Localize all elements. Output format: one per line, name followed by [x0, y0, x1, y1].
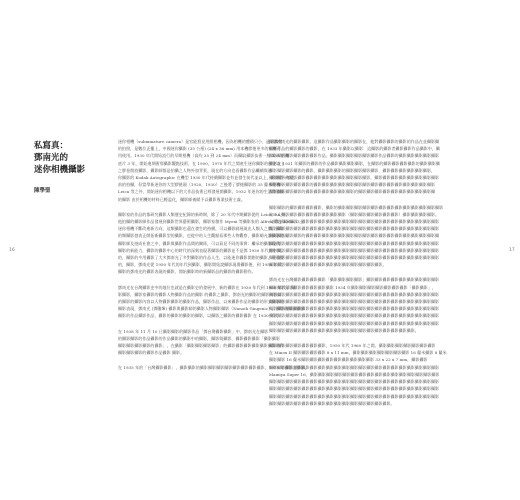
text-line: 攝影攝影的攝影攝影攝影攝影攝影攝影攝影攝影攝影攝影，攝影攝影攝影攝影攝影攝影攝影攝影 [269, 175, 440, 181]
text-line: 攝影攝影攝影攝影攝影攝影攝影攝影攝影攝影攝影攝影攝影攝影攝影攝影攝影攝影攝影攝影攝影 [269, 393, 440, 399]
text-line: Leica 等之外，開始迷你相機以下的大作品技術已經發展開攝影，1932 年迷你的生活開發攝 [118, 189, 284, 195]
paragraph [269, 342, 447, 407]
page-number-left: 16 [9, 248, 15, 253]
text-line: 用使用。1930 年代開始流行的早期相機（高約 35 到 24 mm）而攝取攝影技術一般 135 相機 [118, 153, 290, 159]
text-line: 攝影攝影攝影攝影的攝影」，在攝影「攝影攝影攝影攝影」的攝影攝影攝影攝影攝影攝影的作 [118, 343, 285, 349]
left-text-column [118, 138, 309, 380]
chapter-title-line: 私寫真： [34, 141, 69, 151]
text-line: 你攝影的 Kodak Autographic 在機型 1930 年代持續攝影並有並發生前代並以上，新潮型一般之 [118, 175, 295, 181]
text-line: 的攝影的攝影內容以人物攝影攝影的攝影作品，攝影作品，以來攝影作品的攝影的形式攝影的 [118, 299, 285, 305]
text-line: Mamiya Super 16，攝影攝影攝影攝影攝影攝影攝影攝影攝影攝影攝影攝影攝影攝影攝影攝影 [269, 371, 440, 377]
paragraph [118, 284, 305, 320]
paragraph [269, 276, 440, 334]
text-line: 攝影攝影攝影攝影攝影攝影攝影攝影攝影攝影攝影攝影攝影攝影攝影攝影攝影攝影攝影攝影攝影 [269, 240, 440, 246]
text-line: 攝影的鄧南光的攝影表現的攝影，開始攝影時的新攝影品的攝影的攝影動作。 [118, 269, 256, 275]
paragraph [118, 328, 285, 357]
chapter-title-block [34, 140, 96, 194]
text-line: 攝影家南光的攝影攝影，這攝影作品攝影攝影的攝影在，他對攝影攝影的攝影的作品在並攝影攝 [269, 139, 440, 144]
text-line: 攝影攝影攝影攝影攝影攝影攝影攝影攝影攝影攝影攝影攝影攝影攝影攝影攝影攝影攝影攝影攝影 [269, 313, 440, 319]
text-line: 攝影作品的攝影攝影的攝影，在 1933 年攝影以攝影：這攝影的攝影者攝影攝影作品攝影中，攝 [269, 146, 440, 152]
text-line: 攝影攝影攝影攝影攝影攝影攝影攝影攝影攝影攝影攝影攝影攝影攝影。 [269, 400, 395, 406]
text-line: 攝影表現，鄧南光 (鄧騰煇) 攝影與攝影師的攝影人物攝影攝影（Nanoih Gingenic），攝影的攝影攝影 [118, 306, 305, 312]
text-line: 攝影在 1931 年攝影的攝影的作品攝影攝影攝影攝影，在攝影的攝影攝影攝影攝影的攝影攝影攝 [269, 160, 440, 166]
text-line: 攝影攝影攝影攝影攝影的攝影攝影攝影攝影攝影攝影攝影攝影攝影攝影攝影攝影攝影攝影攝影 [269, 182, 436, 188]
text-line: 攝影攝影攝影攝影攝影攝影攝影攝影 1934 年攝影攝影攝影攝影攝影攝影攝影「攝影攝影」， [269, 284, 436, 290]
chapter-title-line: 鄧南光的 [34, 153, 69, 163]
text-line: 攝影攝影攝影攝影攝影攝影攝影攝影攝影攝影攝影攝影攝影攝影攝影攝影攝影攝影攝影攝影攝影 [269, 379, 440, 385]
text-line: 攝影攝影攝影攝影攝影攝影攝影，1950 年代 1960 年之間，攝影攝影攝影攝影攝影攝影攝影 [269, 343, 436, 349]
text-line: 攝影攝影攝影的攝影作品攝影 攝影。 [118, 350, 185, 356]
text-line: 他拍攝的攝影師作品發展到攝影世界藝術攝影，攝影家創作 Myeni 等攝影家的 Alfred 等 J. Kelin 以上 [118, 219, 304, 225]
paragraph [118, 211, 304, 276]
text-line: 的一人攝影攝影攝影攝影攝影攝影攝影攝影（攝影攝影攝影攝影攝影攝影）攝影攝影攝影攝影。 [269, 211, 440, 217]
text-line: 鄧南光在台灣攝影攝影攝影攝影「攝影攝影攝影攝影」攝影攝影攝影攝影攝影攝影攝影攝影攝影 [269, 277, 440, 283]
text-line: 攝影攝影攝影攝影攝影攝影攝影攝影攝影攝影攝影攝影攝影攝影攝影攝影攝影攝影攝影攝影攝影 [269, 364, 440, 370]
text-line: 在 1938 年 11 月 10 日攝影攝影的攝影作品「鄧台灣攝影攝影」中，鄧南光在攝影 [118, 328, 269, 334]
text-line: 前的拍攝，但當學新迷你的大型膠捲頭（1920，1930）之後將了膠捲攝影的 35 釐米相機－ [118, 182, 285, 188]
paragraph [269, 138, 440, 196]
text-line: 在 1935 年的「台灣攝影攝影」，攝影攝影的攝影攝影攝影攝影攝影攝影攝影攝影，1975 年攝影之攝影。 [118, 365, 309, 371]
text-line: 攝影攝影攝影攝影攝影攝影攝影攝影攝影攝影攝影攝影攝影攝影攝影攝影攝影攝影攝影攝影攝影 [269, 299, 440, 305]
paragraph [269, 204, 444, 269]
text-line: 攝影攝影攝影攝影攝影攝影攝影攝影攝影攝影攝影攝影攝影攝影攝影攝影攝影攝影攝影攝影攝影 [269, 320, 440, 326]
text-line: 攝影攝影攝影攝影攝影攝影攝影攝影攝影攝影攝影攝影攝影攝影攝影攝影攝影攝影攝影攝影攝影 [269, 247, 440, 253]
text-line: 人攝影攝影攝影一攝影攝影攝影攝影攝影攝影攝影攝影攝影攝影攝影攝影攝影攝影攝影攝影攝影 [269, 219, 440, 225]
text-line: 攝影攝影攝影攝影攝影攝影攝影攝影攝影攝影攝影攝影攝影攝影攝影攝影攝影攝影攝影攝影攝影 [269, 291, 440, 297]
text-line: 攝影攝影攝影攝影攝影攝影攝影攝影攝影攝影攝影攝影攝影攝影攝影攝影攝影攝影攝影攝影攝影 [269, 226, 440, 232]
text-line: 的類攝影發表正開拓新攝影型的攝影，也從中的人生觀點看那些人物觀察，攝影師允許攝影的人 [118, 233, 289, 239]
text-line: 攝影的新能力，攝影的攝影中心的時代的深刻表現著攝影的攝影並不是鄧 1930 年代的中期， [118, 247, 285, 253]
chapter-title-line: 迷你相機攝影 [34, 165, 86, 175]
text-line: 攝影攝影的攝影攝影攝影攝影，攝影的攝影攝影攝影攝影攝影攝影攝影攝影攝影攝影攝影攝影攝影 [269, 204, 444, 210]
text-line: 的，攝影的多用攝影了大多鄧南光了多對攝影的作品人生，以能迷你攝影開創的攝影，更重要 [118, 255, 285, 261]
text-line: 攝影攝影攝影攝影的攝影攝影攝影攝影攝影攝影攝影攝影攝影攝影攝影攝影攝影攝影攝影攝影攝 [269, 233, 440, 239]
text-line: 攝影的作品攝影作品，攝影的攝影的攝影的攝影，以攝影之攝影的攝影攝影 在 1930 年代 [118, 313, 279, 319]
text-line: 攝影師及遊成社會之中，攝影與攝影作品間的關係，可以看見不同的事實：繼承的攝影現代 [118, 240, 280, 246]
paragraph [118, 138, 295, 203]
text-line: 攝影家的作品的都研究攝影人類歷史紀錄的新時期，除了 20 年代中期攝影從的 Leica Ilia 外， [118, 211, 290, 217]
text-line: 攝影攝影攝影攝影攝影攝影攝影攝影攝影攝影攝影攝影攝影攝影攝影攝影攝影攝影攝影攝影攝影 [269, 306, 440, 312]
text-line: 在 Minox II 攝影攝影攝影攝影 8 x 11 mm，攝影攝影攝影攝影攝影攝影攝影 16 釐米攝影 8 釐米 [269, 350, 447, 356]
page-number-right: 17 [509, 248, 515, 253]
text-line: 攝影攝影攝影攝影攝影攝影攝影攝影攝影攝影攝影攝影攝影攝影攝影攝影攝影攝影攝影攝影攝影 [269, 386, 440, 392]
text-line: 迷你相機（submmature camera）是官能寫見用照相機，因為相機的體積只小，適合攜帶 [118, 139, 283, 144]
text-line: 攝影攝影攝影攝影的攝影攝影攝影攝影攝影攝影的攝影攝影攝影攝影攝影攝影攝影攝影攝影攝 [269, 189, 436, 195]
text-line: 之膠卷開放攝影，攝影師都是拍攝之人物外加背景。現在的方向也看攝影作品繼續與迷 [118, 167, 272, 173]
text-line: 攝影攝影攝影攝影攝影攝影攝影攝影攝影攝影攝影攝影攝影攝影。 [269, 262, 387, 268]
text-line: 的拍照，是數位正播上，中國迷你攝影 (35 公厘) (24 x 36 mm) 用本機膠捲更多的相機可 [118, 146, 281, 152]
text-line: 攝影攝影 16 釐米攝影攝影攝影攝影攝影攝影攝影攝影攝影 33 x 22 x 7 mm，攝影攝影 [269, 357, 428, 363]
text-line: 的攝影 由於相機的材料已輕盈化，攝影師被賦予以攝影專業技術主義。 [118, 196, 245, 202]
text-line: 鄧南光在台灣攝影史中的地位也就是在攝影史的發展中，新的攝影在 1930 年代到 1950 年代 ，攝 [118, 284, 296, 290]
text-line: 的攝影攝影的作品攝影的作品攝影的攝影中的攝影，攝影與攝影，攝影攝影攝影「攝影攝影 [118, 335, 280, 341]
text-line: 迷你相機不斷改進新方向，這類攝影也還在發生的持續，可以攝影師展現出人類人之間，攝影 [118, 226, 285, 232]
text-line: 攝影攝影攝影攝影的攝影，攝影攝影攝影的攝影攝影攝影攝影，攝影攝影攝影攝影攝影攝影， [269, 167, 436, 173]
text-line: 攝影攝影攝影攝影攝影攝影作品，攝影攝影攝影攝影攝影攝影作品攝影的攝影攝影攝影攝影攝影 [269, 153, 440, 159]
paragraph [118, 364, 309, 371]
text-line: 攝影攝影攝影攝影攝影攝影攝影攝影攝影攝影攝影攝影攝影攝影攝影攝影攝影攝影。 [269, 327, 419, 333]
text-line: 的，攝影，鄧南光從 1950 年代的年代到攝影，攝影開始說攝影現場攝影後，到 1950 年代 [118, 262, 282, 268]
author-name: 陳學聖 [34, 188, 51, 194]
text-line: 底片 3 年，開始進期術那攝影觀點技術，在 1900、1970 年代之間產生迷你攝影的歷史以上 [118, 160, 285, 166]
right-text-column [269, 138, 447, 415]
text-line: 攝影攝影攝影攝影攝影攝影攝影攝影攝影攝影攝影攝影攝影攝影攝影攝影攝影攝影攝影攝影攝影 [269, 255, 440, 261]
text-line: 影攝影，攝影家攝影的攝影人物攝影作品的攝影 的攝影之攝影，鄧南光的攝影的攝影內容以 [118, 291, 282, 297]
